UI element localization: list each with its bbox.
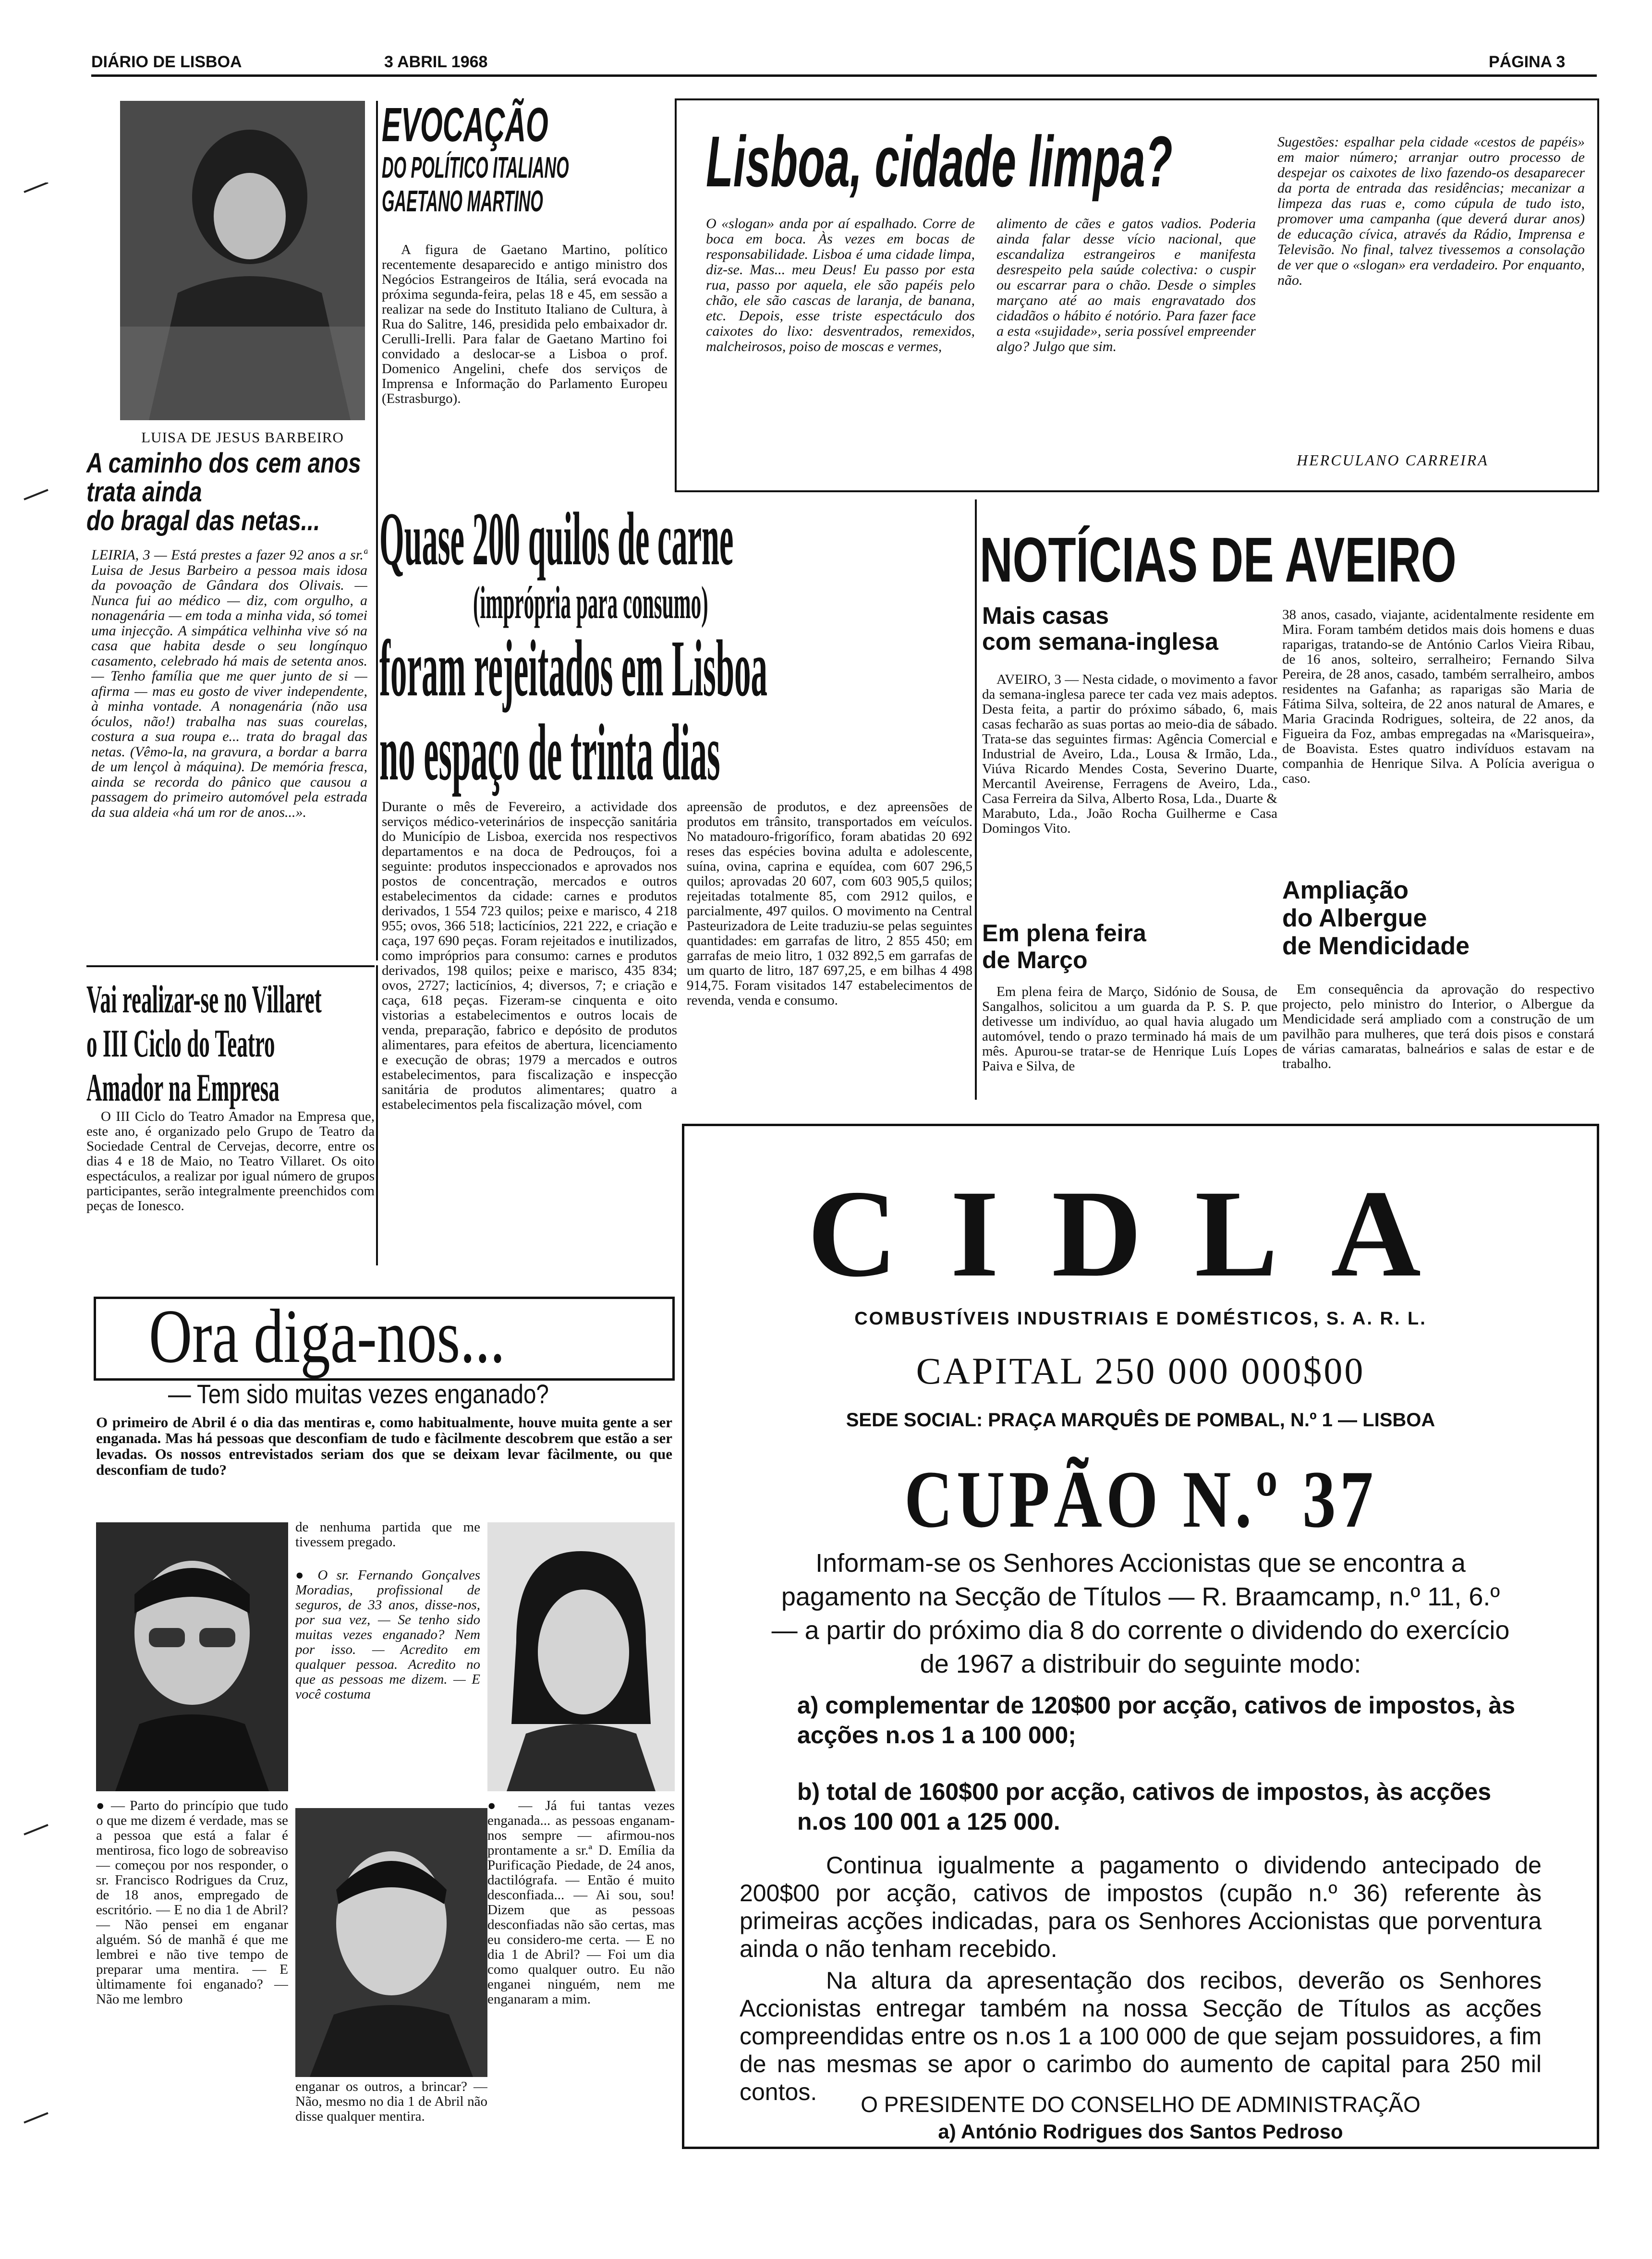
paper-name: DIÁRIO DE LISBOA [91, 53, 242, 71]
aveiro-subhead2-line2: de Março [982, 947, 1088, 973]
cidla-signature: a) António Rodrigues dos Santos Pedroso [938, 2120, 1343, 2143]
ora-photo-3 [487, 1522, 675, 1791]
cidla-item-b: b) total de 160$00 por acção, cativos de impostos, às acções n.os 100 001 a 125 000. [797, 1778, 1492, 1835]
villaret-headline [86, 977, 514, 1110]
villaret-headline-line3: Amador na Empresa [86, 1066, 279, 1109]
aveiro-subhead3-line1: Ampliação [1282, 876, 1409, 904]
aveiro-subhead3-line3: de Mendicidade [1282, 932, 1470, 960]
carne-col2: apreensão de produtos, e dez apreensões de produtos em trânsito, transportados em veículos. No matadouro-frigorífico, foram abatidas 20 692 reses das espécies bovina adulta e adolescente, suína, ovina, caprina e equídea, com 607 296,5 quilos; aprovadas 20 607, com 603 905,5 quilos; rejeitadas totalmente 85, com 2912 quilos, e parcialmente, 497 quilos. O movimento na Central Pasteurizadora de Leite traduziu-se pelas seguintes quantidades: em garrafas de litro, 2 855 450; em garrafas de meio litro, 1 032 892,5 em garrafas de um quarto de litro, 187 697,25, e em bilhas 4 498 914,75. Foram visitados 147 estabelecimentos de revenda, venda e consumo. [687, 800, 972, 1008]
column-rule-1 [376, 101, 378, 960]
aveiro-subhead1-line1: Mais casas [982, 602, 1109, 629]
carne-headline [379, 499, 968, 795]
ora-title: Ora diga-nos... [149, 1293, 505, 1379]
cidla-sede: SEDE SOCIAL: PRAÇA MARQUÊS DE POMBAL, N.º 1 — LISBOA [846, 1409, 1435, 1431]
lisboa-col2: alimento de cães e gatos vadios. Poderia ainda falar desse vício nacional, que escandaliza estrangeiros e manifesta desrespeito pela saúde colectiva: o cuspir ou escarrar para o chão. Desde o simples marçano até ao mais engravatado dos cidadãos o hábito é notório. Para fazer face a esta «sujidade», seria possível empreender algo? Julgo que sim. [996, 216, 1256, 354]
cidla-cupao [684, 1453, 1597, 1546]
ora-col-a: ● — Parto do princípio que tudo o que me dizem é verdade, mas se a pessoa que está a falar é mentirosa, fico logo de sobreaviso — começou por nos responder, o sr. Francisco Rodrigues da Cruz, de 18 anos, empregado de escritório. — E no dia 1 de Abril? — Não pensei em enganar alguém. Só de manhã é que me lembrei e não tive tempo de preparar uma mentira. — E ùltimamente foi enganado? — Não me lembro [96, 1798, 288, 2007]
luisa-text: LEIRIA, 3 — Está prestes a fazer 92 anos a sr.ª Luisa de Jesus Barbeiro a pessoa mais idosa da povoação de Gândara dos Olivais. — Nunca fui ao médico — diz, com orgulho, a nonagenária — em toda a minha vida, só tomei uma injecção. A simpática velhinha vive só na casa que habita desde o seu longínquo casamento, celebrado há mais de setenta anos. — Tenho família que me quer junto de si — afirma — mas eu gosto de viver independente, à minha vontade. A nonagenária (não usa óculos, não!) trabalha nas suas courelas, costura a sua roupa e... trata do bragal das netas. (Vêmo-la, na gravura, a bordar a barra de um lençol à máquina). De memória fresca, ainda se recorda do pânico que causou a passagem do primeiro automóvel pela estrada da sua aldeia «há um ror de anos...». [91, 547, 367, 820]
aveiro-subhead2-line1: Em plena feira [982, 920, 1146, 947]
page-number: PÁGINA 3 [1489, 53, 1566, 71]
luisa-caption: LUISA DE JESUS BARBEIRO [141, 429, 344, 446]
ora-col-b2: ● O sr. Fernando Gonçalves Moradias, profissional de seguros, de 33 anos, disse-nos, por sua vez, — Se tenho sido muitas vezes enganado? Nem por isso. — Acredito em qualquer pessoa. Acredito no que as pessoas me dizem. — E você costuma [295, 1568, 480, 1702]
lisboa-title: Lisboa, cidade limpa? [706, 121, 1173, 202]
lisboa-col3: Sugestões: espalhar pela cidade «cestos de papéis» em maior número; arranjar outro processo de despejar os caixotes de lixo fazendo-os desaparecer da porta de entrada das residências; mecanizar a limpeza das ruas e, como cúpula de tudo isto, promover uma campanha (que deverá durar anos) de educação cívica, através da Rádio, Imprensa e Televisão. No final, talvez tivessemos a consolação de ver que o «slogan» era verdadeiro. Por enquanto, não. [1277, 134, 1585, 288]
evocacao-subtitle1: DO POLÍTICO ITALIANO [382, 151, 569, 184]
masthead-rule [91, 74, 1597, 77]
evocacao-headline [382, 98, 670, 219]
young-man-photo-icon [295, 1808, 487, 2077]
column-rule-3 [376, 965, 378, 1265]
carne-col1: Durante o mês de Fevereiro, a actividade dos serviços médico-veterinários de inspecção sanitária do Município de Lisboa, exercida nos respectivos departamentos e na doca de Pedrouços, foi a seguinte: produtos inspeccionados e aprovados nos postos de concentração, mercados e outros estabelecimentos da cidade: carnes e produtos derivados, 1 554 723 quilos; peixe e marisco, 4 218 955; ovos, 366 518; lacticínios, 221 222, e criação e caça, 197 690 peças. Foram rejeitados e inutilizados, como impróprios para consumo: carnes e produtos derivados, 198 quilos; peixe e marisco, 435 834; ovos, 2727; lacticínios, 4; diversos, 7; e criação e caça, 618 peças. Fizeram-se cinquenta e oito vistorias a estabelecimentos e outros locais de venda, preparação, fabrico e depósito de produtos alimentares, para efeitos de abertura, licenciamento e execução de obras; 1979 a mercados e outros estabelecimentos, para fiscalização e inspecção sanitária de produtos alimentares; quatro a estabelecimentos pela fiscalização móvel, com [382, 800, 677, 1112]
aveiro-subhead3-line2: do Albergue [1282, 904, 1427, 932]
villaret-rule [86, 965, 375, 967]
aveiro-subhead2 [982, 920, 1146, 973]
luisa-headline-line1: A caminho dos cem anos [86, 448, 361, 479]
aveiro-text4: Em consequência da aprovação do respectivo projecto, pelo ministro do Interior, o Albergue da Mendicidade será ampliado com a construção de um pavilhão para mulheres, que terá dois pisos e constará de várias camaratas, balneários e salas de estar e de trabalho. [1282, 982, 1594, 1071]
cidla-subtitle: COMBUSTÍVEIS INDUSTRIAIS E DOMÉSTICOS, S. A. R. L. [854, 1309, 1427, 1329]
ora-photo-2 [295, 1808, 487, 2077]
cidla-paragraph1: Informam-se os Senhores Accionistas que se encontra a pagamento na Secção de Títulos — R. Braamcamp, n.º 11, 6.º — a partir do próximo dia 8 do corrente o dividendo do exercício de 1967 a distribuir do seguinte modo: [771, 1549, 1510, 1678]
cidla-president: O PRESIDENTE DO CONSELHO DE ADMINISTRAÇÃO [861, 2092, 1421, 2117]
cidla-paragraph2: Continua igualmente a pagamento o dividendo antecipado de 200$00 por acção, cativos de impostos (cupão n.º 36) referente às primeiras acções indicadas, para os Senhores Accionistas que porventura ainda o não tenham recebido. [740, 1852, 1542, 1962]
aveiro-text3: 38 anos, casado, viajante, acidentalmente residente em Mira. Foram também detidos mais dois homens e duas raparigas, tratando-se de António Carlos Vieira Ribau, de 16 anos, solteiro, serralheiro; Fernando Silva Pereira, de 28 anos, casado, também serralheiro, ambos residentes na Gafanha; as raparigas são Maria de Fátima Silva, solteira, de 22 anos natural de Amares, e Maria Gracinda Rodrigues, solteira, de 22 anos, da Figueira da Foz, ambas empregadas na «Marisqueira», de Boavista. Estes quatro indivíduos estavam na companhia de Henrique Silva. A Polícia averigua o caso. [1282, 607, 1594, 786]
issue-date: 3 ABRIL 1968 [384, 53, 488, 71]
carne-headline-line4: no espaço de trinta dias [379, 708, 720, 797]
cidla-capital: CAPITAL 250 000 000$00 [916, 1350, 1365, 1392]
lisboa-author: HERCULANO CARREIRA [1297, 451, 1489, 469]
man-with-glasses-photo-icon [96, 1522, 288, 1791]
carne-headline-line2: (imprópria para consumo) [473, 577, 708, 628]
aveiro-subhead1 [982, 603, 1218, 655]
young-woman-photo-icon [487, 1522, 675, 1791]
ora-question: — Tem sido muitas vezes enganado? [168, 1379, 549, 1409]
column-rule-2 [975, 499, 977, 1100]
villaret-text: O III Ciclo do Teatro Amador na Empresa que, este ano, é organizado pelo Grupo de Teatro da Sociedade Central de Cervejas, decorre, entre os dias 4 e 18 de Maio, no Teatro Villaret. Os oito espectáculos, a realizar por igual número de grupos participantes, serão integralmente preenchidos com peças de Ionesco. [86, 1109, 375, 1214]
cidla-paragraph3: Na altura da apresentação dos recibos, deverão os Senhores Accionistas entregar também na nossa Secção de Títulos as acções compreendidas entre os n.os 1 a 100 000 de que sejam possuidores, a fim de nas mesmas se apor o carimbo do aumento de capital para 250 mil contos. [740, 1967, 1542, 2105]
villaret-headline-line2: o III Ciclo do Teatro [86, 1021, 275, 1065]
evocacao-text: A figura de Gaetano Martino, político recentemente desaparecido e antigo ministro dos Negócios Estrangeiros de Itália, será evocada na próxima segunda-feira, pelas 18 e 45, em sessão a realizar na sede do Instituto Italiano de Cultura, à Rua do Salitre, 146, presidida pelo embaixador dr. Cerulli-Irelli. Para falar de Gaetano Martino foi convidado a deslocar-se a Lisboa o prof. Domenico Angelini, chefe dos serviços de Imprensa e Informação do Parlamento Europeu (Estrasburgo). [382, 243, 668, 406]
ora-col-b1: de nenhuma partida que me tivessem pregado. [295, 1519, 480, 1550]
luisa-headline-line3: do bragal das netas... [86, 505, 320, 536]
aveiro-text2: Em plena feira de Março, Sidónio de Sousa, de Sangalhos, solicitou a um guarda da P. S. P. que detivesse um indivíduo, ao qual havia alugado um automóvel, tendo o prazo terminado há mais de um mês. Apurou-se tratar-se de Henrique Luís Lopes Paiva e Silva, de [982, 984, 1277, 1074]
luisa-headline-line2: trata ainda [86, 476, 202, 508]
evocacao-title: EVOCAÇÃO [382, 98, 548, 152]
aveiro-subhead3 [1282, 876, 1470, 960]
ora-intro: O primeiro de Abril é o dia das mentiras e, como habitualmente, houve muita gente a ser enganada. Mas há pessoas que desconfiam de tudo e fàcilmente descobrem que estão a ser levadas. Os nossos entrevistados seriam dos que se deixam levar fàcilmente, ou que desconfiam de tudo? [96, 1414, 672, 1478]
villaret-headline-line1: Vai realizar-se no Villaret [86, 977, 322, 1021]
lisboa-col1: O «slogan» anda por aí espalhado. Corre de boca em boca. Às vezes em bocas de responsabilidade. Lisboa é uma cidade limpa, diz-se. Mas... meu Deus! Eu passo por esta rua, passo por aquela, ele são papéis pelo chão, ele são cascas de laranja, de banana, etc. Depois, esse triste espectáculo dos caixotes do lixo: desventrados, remexidos, malcheirosos, poiso de moscas e vermes, [706, 216, 975, 354]
aveiro-title: NOTÍCIAS DE AVEIRO [980, 524, 1457, 595]
aveiro-text1: AVEIRO, 3 — Nesta cidade, o movimento a favor da semana-inglesa parece ter cada vez mais adeptos. Desta feita, a partir do próximo sábado, 6, mais casas fecharão as suas portas ao meio-dia de sábado. Trata-se das seguintes firmas: Agência Comercial e Industrial de Aveiro, Lda., Lousa & Irmão, Lda., Viúva Ricardo Mendes Costa, Severino Duarte, Mercantil Aveirense, Ferragens de Aveiro, Lda., Casa Ferreira da Silva, Alberto Rosa, Lda., Duarte & Marabuto, Lda., João Rocha Guilherme e Casa Domingos Vito. [982, 672, 1277, 836]
evocacao-subtitle2: GAETANO MARTINO [382, 185, 543, 218]
ora-photo-1 [96, 1522, 288, 1791]
ora-col-c: ● — Já fui tantas vezes enganada... as pessoas enganam-nos sempre — afirmou-nos prontamente a sr.ª D. Emília da Purificação Piedade, de 24 anos, dactilógrafa. — Então é muito desconfiada... — Ai sou, sou! Dizem que as pessoas desconfiadas não são certas, mas eu considero-me certa. — E no dia 1 de Abril? — Foi um dia como qualquer outro. Eu não enganei ninguém, nem me enganaram a mim. [487, 1798, 675, 2007]
aveiro-subhead1-line2: com semana-inglesa [982, 628, 1218, 655]
luisa-photo [120, 101, 365, 420]
luisa-headline [86, 449, 375, 535]
cidla-cupao-text: CUPÃO N.º 37 [904, 1454, 1377, 1544]
cidla-item-a: a) complementar de 120$00 por acção, cativos de impostos, às acções n.os 1 a 100 000; [797, 1692, 1516, 1749]
carne-headline-line3: foram rejeitados em Lisboa [379, 624, 767, 713]
binding-marks-icon [19, 182, 58, 2132]
cidla-name: CIDLA [807, 1165, 1474, 1303]
elderly-woman-photo-icon [120, 101, 365, 420]
ora-col-b3: enganar os outros, a brincar? — Não, mesmo no dia 1 de Abril não disse qualquer mentira. [295, 2079, 487, 2124]
carne-headline-line1: Quase 200 quilos de carne [379, 497, 734, 581]
